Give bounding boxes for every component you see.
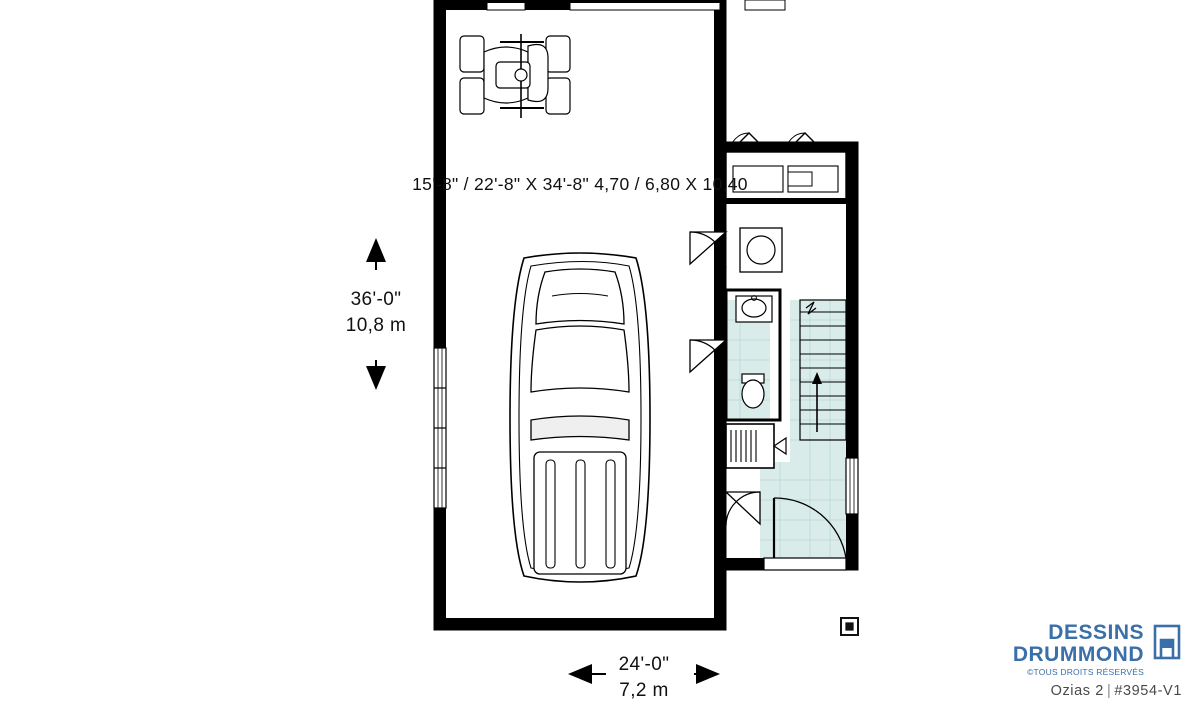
bottom-dimension-metric: 7,2 m	[619, 679, 669, 701]
garage-top-openings	[434, 0, 785, 10]
bottom-dimension-label	[568, 652, 720, 703]
brand-line-1: DESSINS	[1048, 620, 1144, 644]
plan-title: Ozias 2	[1050, 683, 1104, 699]
garage-dimension-imperial: 15'-8" / 22'-8" X 34'-8"	[412, 174, 590, 194]
plan-model-line: Ozias 2 | #3954-V1	[1050, 683, 1182, 699]
bottom-dimension-imperial: 24'-0"	[618, 654, 670, 675]
house-mark-icon	[1152, 624, 1182, 660]
branding-block	[932, 622, 1182, 700]
entry-right-window	[846, 458, 858, 514]
car-symbol	[510, 253, 650, 582]
brand-line-2: DRUMMOND	[1012, 642, 1144, 666]
left-dimension-metric: 10,8 m	[345, 314, 407, 336]
left-dimension-imperial: 36'-0"	[350, 289, 402, 310]
garage-dimension-label	[380, 172, 780, 197]
garage-left-window	[434, 348, 446, 508]
scale-square-marker	[840, 617, 859, 636]
brand-rights: ©TOUS DROITS RÉSERVÉS	[1027, 666, 1144, 677]
plan-model-number: #3954-V1	[1114, 683, 1182, 699]
left-dimension-label	[300, 287, 452, 338]
garage-dimension-metric: 4,70 / 6,80 X 10,40	[594, 174, 748, 194]
